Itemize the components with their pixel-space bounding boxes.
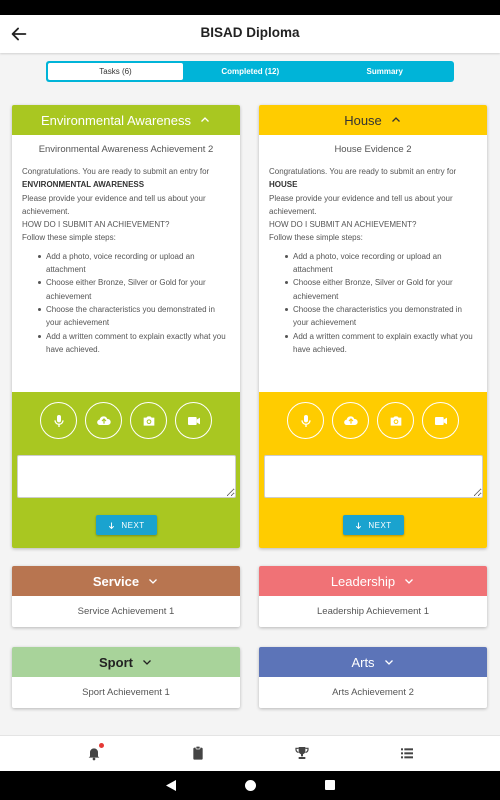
chevron-up-icon xyxy=(199,114,211,126)
upload-cloud-icon xyxy=(96,413,112,429)
record-video-button[interactable] xyxy=(422,402,459,439)
step-item: Add a written comment to explain exactly what you have achieved. xyxy=(285,330,475,357)
app-bar xyxy=(0,15,500,53)
intro-text: Congratulations. You are ready to submit an entry for xyxy=(22,167,210,176)
howto-heading: HOW DO I SUBMIT AN ACHIEVEMENT? xyxy=(22,220,170,230)
notifications-button[interactable] xyxy=(86,745,102,761)
next-button[interactable] xyxy=(96,515,157,535)
media-buttons xyxy=(12,402,240,439)
arts-card xyxy=(259,647,487,708)
step-item: Add a photo, voice recording or upload an attachment xyxy=(285,250,475,277)
notification-badge xyxy=(99,743,104,748)
instructions xyxy=(259,165,487,382)
chevron-down-icon xyxy=(403,575,415,587)
tab-completed[interactable]: Completed (12) xyxy=(221,67,280,76)
arrow-down-icon xyxy=(107,521,116,530)
status-bar xyxy=(0,0,500,15)
leadership-card xyxy=(259,566,487,627)
sport-header[interactable] xyxy=(12,647,240,677)
achievements-nav-button[interactable] xyxy=(294,745,310,761)
achievement-item[interactable]: Leadership Achievement 1 xyxy=(317,606,429,617)
submission-panel xyxy=(259,392,487,548)
chevron-up-icon xyxy=(390,114,402,126)
trophy-icon xyxy=(294,745,310,761)
next-button[interactable] xyxy=(343,515,404,535)
category-name: HOUSE xyxy=(269,180,298,190)
house-card xyxy=(259,105,487,548)
step-item: Choose the characteristics you demonstrated in your achievement xyxy=(38,303,228,330)
comment-field[interactable] xyxy=(17,455,236,498)
chevron-down-icon xyxy=(141,656,153,668)
step-item: Choose either Bronze, Silver or Gold for your achievement xyxy=(285,276,475,303)
record-voice-button[interactable] xyxy=(287,402,324,439)
task-subtitle: Environmental Awareness Achievement 2 xyxy=(38,144,214,155)
microphone-icon xyxy=(51,413,67,429)
comment-field[interactable] xyxy=(264,455,483,498)
take-photo-button[interactable] xyxy=(130,402,167,439)
task-subtitle: House Evidence 2 xyxy=(334,144,412,155)
back-triangle-icon[interactable] xyxy=(165,779,177,792)
step-item: Choose either Bronze, Silver or Gold for your achievement xyxy=(38,276,228,303)
chevron-down-icon xyxy=(383,656,395,668)
record-voice-button[interactable] xyxy=(40,402,77,439)
card-title: Arts xyxy=(351,654,375,670)
page-title: BISAD Diploma xyxy=(200,25,300,40)
list-nav-button[interactable] xyxy=(399,745,415,761)
recents-square-icon[interactable] xyxy=(324,779,336,791)
step-item: Choose the characteristics you demonstrated in your achievement xyxy=(285,303,475,330)
environmental-awareness-card xyxy=(12,105,240,548)
intro-text: Congratulations. You are ready to submit an entry for xyxy=(269,167,457,176)
service-header[interactable] xyxy=(12,566,240,596)
achievement-item[interactable]: Sport Achievement 1 xyxy=(82,687,170,698)
tasks-nav-button[interactable] xyxy=(190,745,206,761)
service-card xyxy=(12,566,240,627)
instructions xyxy=(12,165,240,382)
media-buttons xyxy=(259,402,487,439)
arts-header[interactable] xyxy=(259,647,487,677)
environmental-awareness-header[interactable] xyxy=(12,105,240,135)
next-label: NEXT xyxy=(121,520,145,530)
howto-heading: HOW DO I SUBMIT AN ACHIEVEMENT? xyxy=(269,220,417,230)
list-icon xyxy=(399,745,415,761)
submission-panel xyxy=(12,392,240,548)
card-title: Leadership xyxy=(330,573,396,589)
microphone-icon xyxy=(298,413,314,429)
chevron-down-icon xyxy=(147,575,159,587)
tab-summary[interactable]: Summary xyxy=(366,67,403,76)
steps-list xyxy=(22,250,228,356)
steps-list xyxy=(269,250,475,356)
bottom-navigation xyxy=(0,735,500,771)
camera-icon xyxy=(141,413,157,429)
step-item: Add a written comment to explain exactly what you have achieved. xyxy=(38,330,228,357)
tab-tasks[interactable]: Tasks (6) xyxy=(48,63,183,80)
prompt-text: Please provide your evidence and tell us about your achievement. xyxy=(22,193,206,216)
take-photo-button[interactable] xyxy=(377,402,414,439)
card-title: Service xyxy=(92,573,140,589)
upload-button[interactable] xyxy=(85,402,122,439)
upload-cloud-icon xyxy=(343,413,359,429)
leadership-header[interactable] xyxy=(259,566,487,596)
prompt-text: Please provide your evidence and tell us about your achievement. xyxy=(269,193,453,216)
category-name: ENVIRONMENTAL AWARENESS xyxy=(22,180,145,190)
record-video-button[interactable] xyxy=(175,402,212,439)
tab-bar xyxy=(46,61,454,82)
card-title: Environmental Awareness xyxy=(40,112,192,128)
next-label: NEXT xyxy=(368,520,392,530)
clipboard-icon xyxy=(190,745,206,761)
step-item: Add a photo, voice recording or upload an attachment xyxy=(38,250,228,277)
card-title: House xyxy=(344,112,382,128)
arrow-down-icon xyxy=(354,521,363,530)
sport-card xyxy=(12,647,240,708)
camera-icon xyxy=(388,413,404,429)
home-circle-icon[interactable] xyxy=(244,779,257,792)
steps-intro: Follow these simple steps: xyxy=(269,233,363,243)
steps-intro: Follow these simple steps: xyxy=(22,233,116,243)
achievement-item[interactable]: Arts Achievement 2 xyxy=(332,687,414,698)
video-icon xyxy=(433,413,449,429)
system-navigation-bar xyxy=(0,771,500,800)
upload-button[interactable] xyxy=(332,402,369,439)
achievement-item[interactable]: Service Achievement 1 xyxy=(77,606,175,617)
video-icon xyxy=(186,413,202,429)
card-title: Sport xyxy=(99,654,133,670)
house-header[interactable] xyxy=(259,105,487,135)
